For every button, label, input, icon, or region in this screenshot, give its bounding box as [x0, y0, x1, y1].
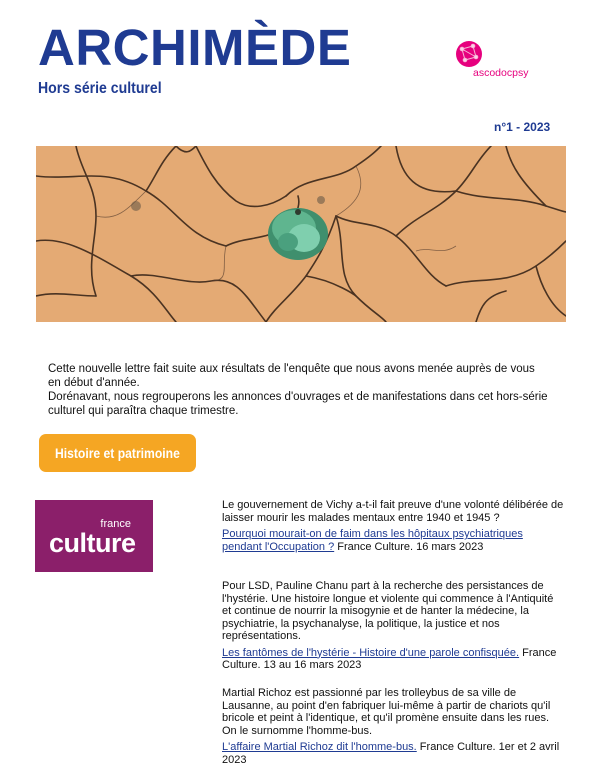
- article-link-line: [222, 741, 564, 766]
- article-link[interactable]: Pourquoi mourait-on de faim dans les hôpitaux psychiatriques pendant l'Occupation ?: [222, 528, 523, 553]
- hero-image-cracked-earth: [36, 146, 566, 322]
- article-source: France Culture. 16 mars 2023: [334, 540, 484, 553]
- cracked-earth-plant-icon: [36, 146, 566, 322]
- article-link[interactable]: L'affaire Martial Richoz dit l'homme-bus.: [222, 741, 417, 753]
- article-source: France Culture. 13 au 16 mars 2023: [222, 646, 557, 671]
- article-source: France Culture. 1er et 2 avril 2023: [222, 741, 560, 766]
- article-heading: Le gouvernement de Vichy a-t-il fait preuve d'une volonté délibérée de laisser mourir les malades mentaux entre 1940 et 1945 ?: [222, 499, 564, 524]
- article-heading: Pour LSD, Pauline Chanu part à la recherche des persistances de l'hystérie. Une histoire longue et violente qui commence à l'Antiquité et continue de nourrir la misogynie et de hanter la médecine, la psychiatrie, la psychanalyse, la politique, la justice et nos représentations.: [222, 580, 554, 642]
- france-culture-logo-big: culture: [49, 528, 136, 558]
- article-heading: Martial Richoz est passionné par les trolleybus de sa ville de Lausanne, au point d'en fabriquer lui-même à partir de chariots qu'il bricole et peint à l'identique, et qu'il promène ensuite dans les rues. On le surnomme l'homme-bus.: [222, 687, 551, 737]
- france-culture-logo: [35, 500, 153, 572]
- ascodocpsy-logo-text: ascodocpsy: [473, 67, 529, 79]
- article-3: [222, 687, 564, 766]
- article-link-line: [222, 647, 564, 672]
- article-2: [222, 580, 564, 672]
- intro-paragraph-2: Dorénavant, nous regrouperons les annonces d'ouvrages et de manifestations dans cet hors-série culturel qui paraîtra chaque trimestre.: [48, 391, 548, 417]
- article-link[interactable]: Les fantômes de l'hystérie - Histoire d'une parole confisquée.: [222, 646, 520, 659]
- newsletter-subtitle: Hors série culturel: [38, 80, 162, 97]
- section-badge-label: Histoire et patrimoine: [55, 445, 180, 461]
- intro-paragraph-1: Cette nouvelle lettre fait suite aux résultats de l'enquête que nous avons menée auprès de vous en début d'année.: [48, 363, 535, 389]
- intro-text: [48, 362, 548, 418]
- france-culture-logo-small: france: [100, 518, 131, 530]
- issue-number: n°1 - 2023: [494, 120, 551, 134]
- section-badge-histoire: [39, 434, 196, 472]
- newsletter-title: ARCHIMÈDE: [38, 19, 352, 76]
- article-link-line: [222, 528, 564, 553]
- article-1: [222, 499, 564, 553]
